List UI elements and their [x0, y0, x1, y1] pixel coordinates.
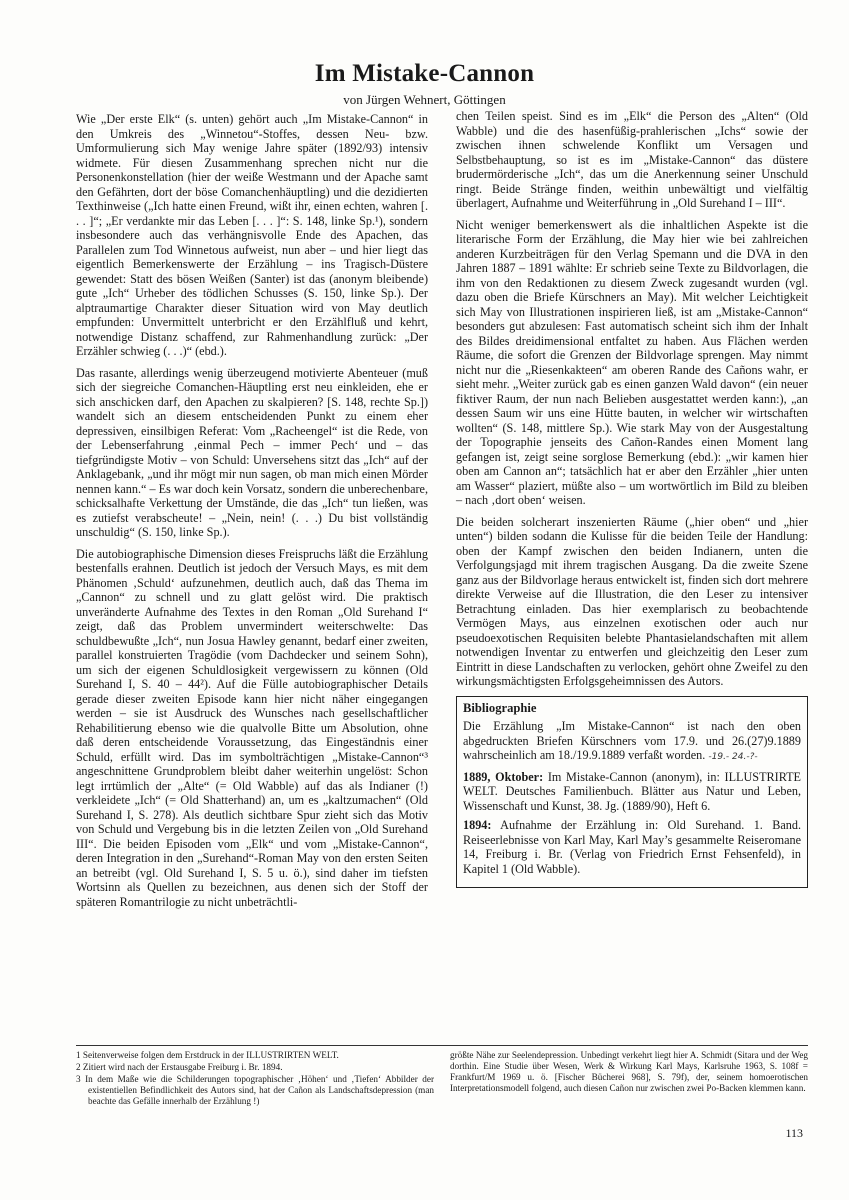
paragraph: Die beiden solcherart inszenierten Räume („hier oben“ und „hier unten“) bilden sodann die Kulisse für die beiden Teile der Handlung: oben der Kampf zwischen den beiden Indianern, unten die Verfolgungsjagd mit ihrem tragischen Ausgang. Da die zweite Szene ganz aus der Bildvorlage heraus entwickelt ist, finden sich dort mehrere direkte Verweise auf die Illustration, die den Leser zu intensiver Betrachtung einladen. Das hier exemplarisch zu beobachtende Vermögen Mays, aus einzelnen exotischen oder auch nur pseudoexotischen Requisiten belebte Phantasielandschaften mit allem notwendigen Inventar zu entwerfen und gleichzeitig den Leser zum Eintritt in diese Landschaften zu verlocken, gehört ohne Zweifel zu den wirkungsmächtigsten Erfolgsgeheimnissen des Autors.	[456, 514, 808, 688]
bibliography-box	[456, 696, 808, 889]
bibliography-entry	[463, 770, 801, 814]
bibliography-heading: Bibliographie	[463, 700, 537, 715]
bibliography-intro	[463, 719, 801, 765]
footnotes-right	[450, 1050, 808, 1108]
bibliography-entry-year: 1889, Oktober:	[463, 769, 544, 784]
footnote: 1 Seitenverweise folgen dem Erstdruck in der ILLUSTRIRTEN WELT.	[76, 1050, 339, 1060]
bibliography-entry	[463, 818, 801, 876]
bibliography-entry-year: 1894:	[463, 818, 492, 832]
paragraph: Nicht weniger bemerkenswert als die inhaltlichen Aspekte ist die literarische Form der Erzählung, die May hier wie bei zahlreichen anderen Kurzbeiträgen für den Verlag Spemann und die DVA in den Jahren 1887 – 1891 wählte: Er schrieb seine Texte zu Bildvorlagen, die ihm von den Redaktionen zu diesem Zweck zugesandt wurden (vgl. dazu oben die Briefe Kürschners an May). Mit welcher Leichtigkeit sich May von Illustrationen inspirieren ließ, ist am „Mistake-Cannon“ besonders gut abzulesen: Fast automatisch scheint sich ihm der Inhalt des Bildes dreidimensional entfaltet zu haben. Aus Flächen werden Räume, die sofort die Grenzen der Bildvorlage sprengen. May nimmt nicht nur die „Riesenkakteen“ am oberen Rande des Cañons wahr, er sieht mehr. „Weiter zurück gab es einen ganzen Wald davon“ (ein neuer fiktiver Raum, der nun nach Belieben ausgestattet werden kann:), „an dessen Saum wir uns eine Hütte bauten, in welcher wir wirtschaften wollten“ (S. 148, mittlere Sp.). Wie stark May von der Ausgestaltung der Topographie jenseits des Cañon-Randes einen Moment lang gefangen ist, zeigt seine sorglose Bemerkung (ebd.): „wir kamen hier oben am Cannon an“; tatsächlich hat er aber den Erzähler „hier unten am Wasser“ plaziert, müßte also – um wortwörtlich im Bild zu bleiben – nach ‚dort oben‘ weisen.	[456, 217, 808, 507]
right-column	[456, 109, 808, 888]
article-author: von Jürgen Wehnert, Göttingen	[343, 92, 506, 107]
paragraph: Wie „Der erste Elk“ (s. unten) gehört auch „Im Mistake-Cannon“ in den Umkreis des „Winnetou“-Stoffes, dessen Neu- bzw. Umformulierung sich May wenige Jahre später (1892/93) intensiv widmete. Für diesen Zusammenhang sprechen nicht nur die Personenkonstellation (hier der weiße Westmann und der Apache samt den Gefährten, dort der böse Comanchenhäuptling) und die dezidierten Texthinweise („Ich hatte einen Freund, wißt ihr, einen echten, wahren [. . . ]“; „Er verdankte mir das Leben [. . . ]“: S. 148, linke Sp.¹), sondern insbesondere auch das verhängnisvolle Ende des Apachen, das Parallelen zum Tod Winnetous aufweist, nun aber – und hier liegt das eigentlich Bemerkenswerte der Erzählung – ins Tragisch-Düstere gewendet: Statt des bösen Weißen (Santer) ist das (anonym bleibende) gute „Ich“ Urheber des tödlichen Schusses (S. 150, linke Sp.). Der alptraumartige Charakter dieser Situation wird von May deutlich empfunden: Unvermittelt unterbricht er den Erzählfluß und kehrt, notwendige Distanz schaffend, zur Rahmenhandlung zurück: „Der Erzähler schwieg (. . .)“ (ebd.).	[76, 112, 428, 358]
paragraph: chen Teilen speist. Sind es im „Elk“ die Person des „Alten“ (Old Wabble) und die des hasenfüßig-prahlerischen „Ichs“ sowie der zwischen ihnen schwelende Konflikt um Versagen und Selbstbehauptung, so ist es im „Mistake-Cannon“ das düstere brudermörderische „Ich“, das um die Anerkennung seiner Unschuld ringt. Beide Stränge finden, weithin unbewältigt und vielfältig überlagert, Aufnahme und Weiterführung in „Old Surehand I – III“.	[456, 109, 808, 210]
handwritten-note: -19.- 24.-?-	[708, 752, 758, 762]
bibliography-entry-text: Im Mistake-Cannon (anonym), in: ILLUSTRIRTE WELT. Deutsches Familienbuch. Blätter aus Natur und Leben, Wissenschaft und Kunst, 38. Jg. (1889/90), Heft 6.	[463, 769, 801, 813]
footnote: 2 Zitiert wird nach der Erstausgabe Freiburg i. Br. 1894.	[76, 1062, 283, 1072]
bibliography-intro-b: 26.(27)9.1889 wahrscheinlich am 18./19.9.1889 verfaßt worden.	[463, 733, 801, 762]
footnote: 3 In dem Maße wie die Schilderungen topographischer ‚Höhen‘ und ‚Tiefen‘ Abbilder der existentiellen Befindlichkeit des Autors sind, hat der Cañon als Landschaftsdepression (man beachte das Gefälle innerhalb der Erzählung !)	[76, 1074, 434, 1106]
left-column	[76, 112, 428, 916]
bibliography-intro-a: Die Erzählung „Im Mistake-Cannon“ ist nach den oben abgedruckten Briefen Kürschners vom 17.9. und	[463, 719, 801, 748]
footnotes	[76, 1045, 808, 1108]
page-number: 113	[785, 1126, 803, 1140]
footnote-continuation: größte Nähe zur Seelendepression. Unbedingt verkehrt liegt hier A. Schmidt (Sitara und der Weg dorthin. Eine Studie über Wesen, Werk & Wirkung Karl Mays, Karlsruhe 1963, S. 108f = Frankfurt/M 1969 u. ö. [Fischer Bücherei 968], S. 79f), der, seinem homoerotischen Interpretationsmodell folgend, auch diesen Cañon nur zwischen zwei Po-Backen klemmen kann.	[450, 1050, 808, 1093]
paragraph: Das rasante, allerdings wenig überzeugend motivierte Abenteuer (muß sich der siegreiche Comanchen-Häuptling erst neu einkleiden, ehe er sich anschicken darf, den Apachen zu skalpieren? [S. 148, rechte Sp.]) wandelt sich an diesem entscheidenden Punkt zu einem eher depressiven, einsilbigen Referat: Vom „Racheengel“ ist die Rede, von der Lebenserfahrung ‚einmal Pech – immer Pech‘ und – das tiefgründigste Motiv – von Schuld: Unversehens sitzt das „Ich“ auf der Anklagebank, „und ihr mögt mir nun sagen, ob man mich einen Mörder nennen kann.“ – Es war doch kein Vorsatz, sondern die unberechenbare, schicksalhafte Verkettung der Umstände, die das „Ich“ tun ließen, was es zutiefst verabscheute! – „Nein, nein! (. . .) Du bist vollständig unschuldig“ (S. 150, linke Sp.).	[76, 365, 428, 539]
paragraph: Die autobiographische Dimension dieses Freispruchs läßt die Erzählung bestenfalls erahnen. Deutlich ist jedoch der Versuch Mays, es mit dem Phänomen ‚Schuld‘ aufzunehmen, deutlich auch, daß das Thema im „Cannon“ zu schnell und zu glatt gelöst wird. Die praktisch unveränderte Aufnahme des Textes in den Roman „Old Surehand I“ zeigt, daß das Problem unvermindert weiterschwelte: Das schuldbewußte „Ich“, nun Josua Hawley genannt, bedarf einer zweiten, parallel konstruierten Tragödie (vom Dachdecker und seinem Sohn), um sich der eigenen Schuldlosigkeit vergewissern zu können (Old Surehand I, S. 40 – 44²). Auf die Fülle autobiographischer Details gerade dieser zweiten Episode kann hier nicht näher eingegangen werden – sie ist Ausdruck des Wunsches nach gesellschaftlicher Rehabilitierung ebenso wie die qualvolle Bitte um Absolution, ohne daß deren entscheidende Voraussetzung, das Eingeständnis einer Schuld, erfüllt wird. Das im symbolträchtigen „Mistake-Cannon“³ angeschnittene Grundproblem bleibt daher weiterhin ungelöst: Schon legt irrtümlich der „Alte“ (= Old Wabble) auf das als Indianer (!) verkleidete „Ich“ (= Old Shatterhand) an, um es „kaltzumachen“ (Old Surehand I, S. 278). Als deutlich sichtbare Spur zieht sich das Motiv von Schuld und Vergebung bis in die letzten Zeilen von „Old Surehand III“. Die beiden Episoden vom „Elk“ und vom „Mistake-Cannon“, deren Integration in den „Surehand“-Roman May von den ersten Seiten an betreibt (vgl. Old Surehand I, S. 5 u. ö.), sind daher im tiefsten Wortsinn als Quellen zu bezeichnen, aus denen sich der Stoff der späteren Romantrilogie zu nicht unbeträchtli-	[76, 546, 428, 909]
footnotes-left	[76, 1050, 434, 1108]
bibliography-entry-text: Aufnahme der Erzählung in: Old Surehand. 1. Band. Reiseerlebnisse von Karl May, Karl May’s gesammelte Reiseromane 14, Freiburg i. Br. (Verlag von Friedrich Ernst Fehsenfeld), in Kapitel 1 (Old Wabble).	[463, 818, 801, 876]
article-title: Im Mistake-Cannon	[314, 60, 535, 87]
